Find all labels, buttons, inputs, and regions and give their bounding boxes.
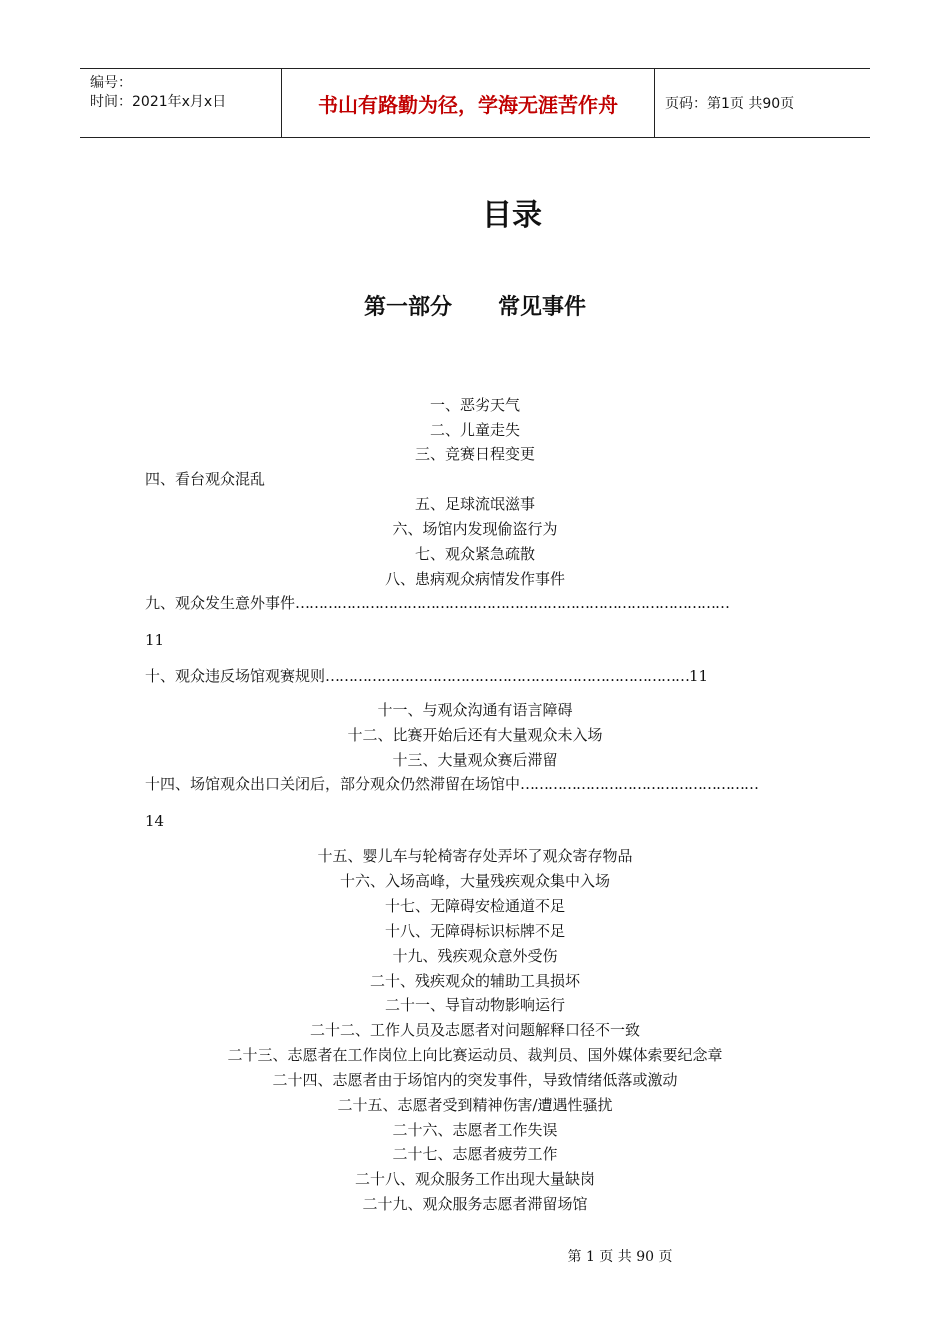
toc-entry-title: 十九、残疾观众意外受伤 [392,947,558,965]
toc-entry-title: 十三、大量观众赛后滞留 [392,751,558,769]
toc-entry[interactable] [0,1194,950,1214]
toc-entry-title: 二、儿童走失 [429,421,520,439]
toc-entry[interactable] [0,700,950,720]
toc-entry[interactable] [145,811,164,831]
toc-leader-dots: …………………………………………… [520,775,759,793]
toc-entry-title: 十、观众违反场馆观赛规则 [145,667,326,685]
toc-entry[interactable] [0,1144,950,1164]
toc-leader-dots: …………………………………………………………………… [325,667,690,685]
date-label: 时间：2021年x月x日 [90,94,227,110]
toc-entry-title: 十七、无障碍安检通道不足 [384,897,565,915]
toc-entry[interactable] [0,544,950,564]
toc-entry-title: 五、足球流氓滋事 [414,495,535,513]
toc-entry-title: 八、患病观众病情发作事件 [384,570,565,588]
toc-entry[interactable] [145,593,729,613]
toc-entry-title: 四、看台观众混乱 [145,470,266,488]
toc-entry-title: 十一、与观众沟通有语言障碍 [377,701,573,719]
toc-entry[interactable] [0,921,950,941]
toc-entry-title: 十四、场馆观众出口关闭后，部分观众仍然滞留在场馆中 [145,775,521,793]
header-meta-cell [80,69,282,137]
toc-entry[interactable] [0,1045,950,1065]
toc-entry[interactable] [0,1070,950,1090]
toc-entry[interactable] [145,666,708,686]
toc-entry[interactable] [0,946,950,966]
toc-entry-title: 二十五、志愿者受到精神伤害/遭遇性骚扰 [337,1096,613,1114]
part-title: 第一部分 常见事件 [364,295,586,320]
motto-text: 书山有路勤为径，学海无涯苦作舟 [318,92,618,117]
toc-entry-title: 十五、婴儿车与轮椅寄存处弄坏了观众寄存物品 [317,847,633,865]
toc-entry[interactable] [0,846,950,866]
header-motto-cell [282,69,655,137]
page-label: 页码：第1页 共90页 [665,96,795,112]
toc-entry[interactable] [0,1169,950,1189]
toc-entry-title: 14 [145,812,165,830]
toc-entry[interactable] [0,569,950,589]
header-table [80,68,870,138]
toc-entry-title: 三、竞赛日程变更 [414,445,535,463]
toc-entry[interactable] [0,1095,950,1115]
toc-entry-title: 十二、比赛开始后还有大量观众未入场 [347,726,603,744]
page-footer: 第 1 页 共 90 页 [567,1249,673,1265]
toc-entry-title: 六、场馆内发现偷盗行为 [392,520,558,538]
toc-entry[interactable] [0,519,950,539]
toc-entry[interactable] [0,1120,950,1140]
header-page-cell [655,69,870,137]
toc-entry-title: 九、观众发生意外事件 [145,594,296,612]
toc-entry[interactable] [0,896,950,916]
toc-entry[interactable] [0,725,950,745]
toc-entry[interactable] [145,469,265,489]
toc-leader-dots: ………………………………………………………………………………… [295,594,730,612]
toc-entry[interactable] [0,871,950,891]
toc-entry[interactable] [0,420,950,440]
toc-entry[interactable] [0,444,950,464]
toc-entry-title: 二十三、志愿者在工作岗位上向比赛运动员、裁判员、国外媒体索要纪念章 [227,1046,723,1064]
toc-page-number: 11 [689,667,709,685]
toc-entry-title: 二十九、观众服务志愿者滞留场馆 [362,1195,588,1213]
page-title: 目录 [482,198,542,233]
toc-entry[interactable] [0,971,950,991]
toc-entry[interactable] [145,774,758,794]
toc-entry-title: 七、观众紧急疏散 [414,545,535,563]
toc-entry-title: 二十四、志愿者由于场馆内的突发事件，导致情绪低落或激动 [272,1071,678,1089]
toc-entry[interactable] [145,630,164,650]
toc-entry-title: 二十七、志愿者疲劳工作 [392,1145,558,1163]
toc-entry-title: 二十六、志愿者工作失误 [392,1121,558,1139]
toc-entry[interactable] [0,995,950,1015]
toc-entry-title: 二十八、观众服务工作出现大量缺岗 [354,1170,595,1188]
toc-entry-title: 二十二、工作人员及志愿者对问题解释口径不一致 [309,1021,640,1039]
toc-entry-title: 十六、入场高峰，大量残疾观众集中入场 [339,872,610,890]
number-label: 编号： [90,75,132,91]
toc-entry-title: 11 [145,631,165,649]
toc-entry-title: 十八、无障碍标识标牌不足 [384,922,565,940]
toc-entry[interactable] [0,494,950,514]
toc-entry-title: 二十一、导盲动物影响运行 [384,996,565,1014]
toc-entry[interactable] [0,1020,950,1040]
toc-entry[interactable] [0,750,950,770]
toc-entry-title: 一、恶劣天气 [429,396,520,414]
toc-entry-title: 二十、残疾观众的辅助工具损坏 [369,972,580,990]
toc-entry[interactable] [0,395,950,415]
